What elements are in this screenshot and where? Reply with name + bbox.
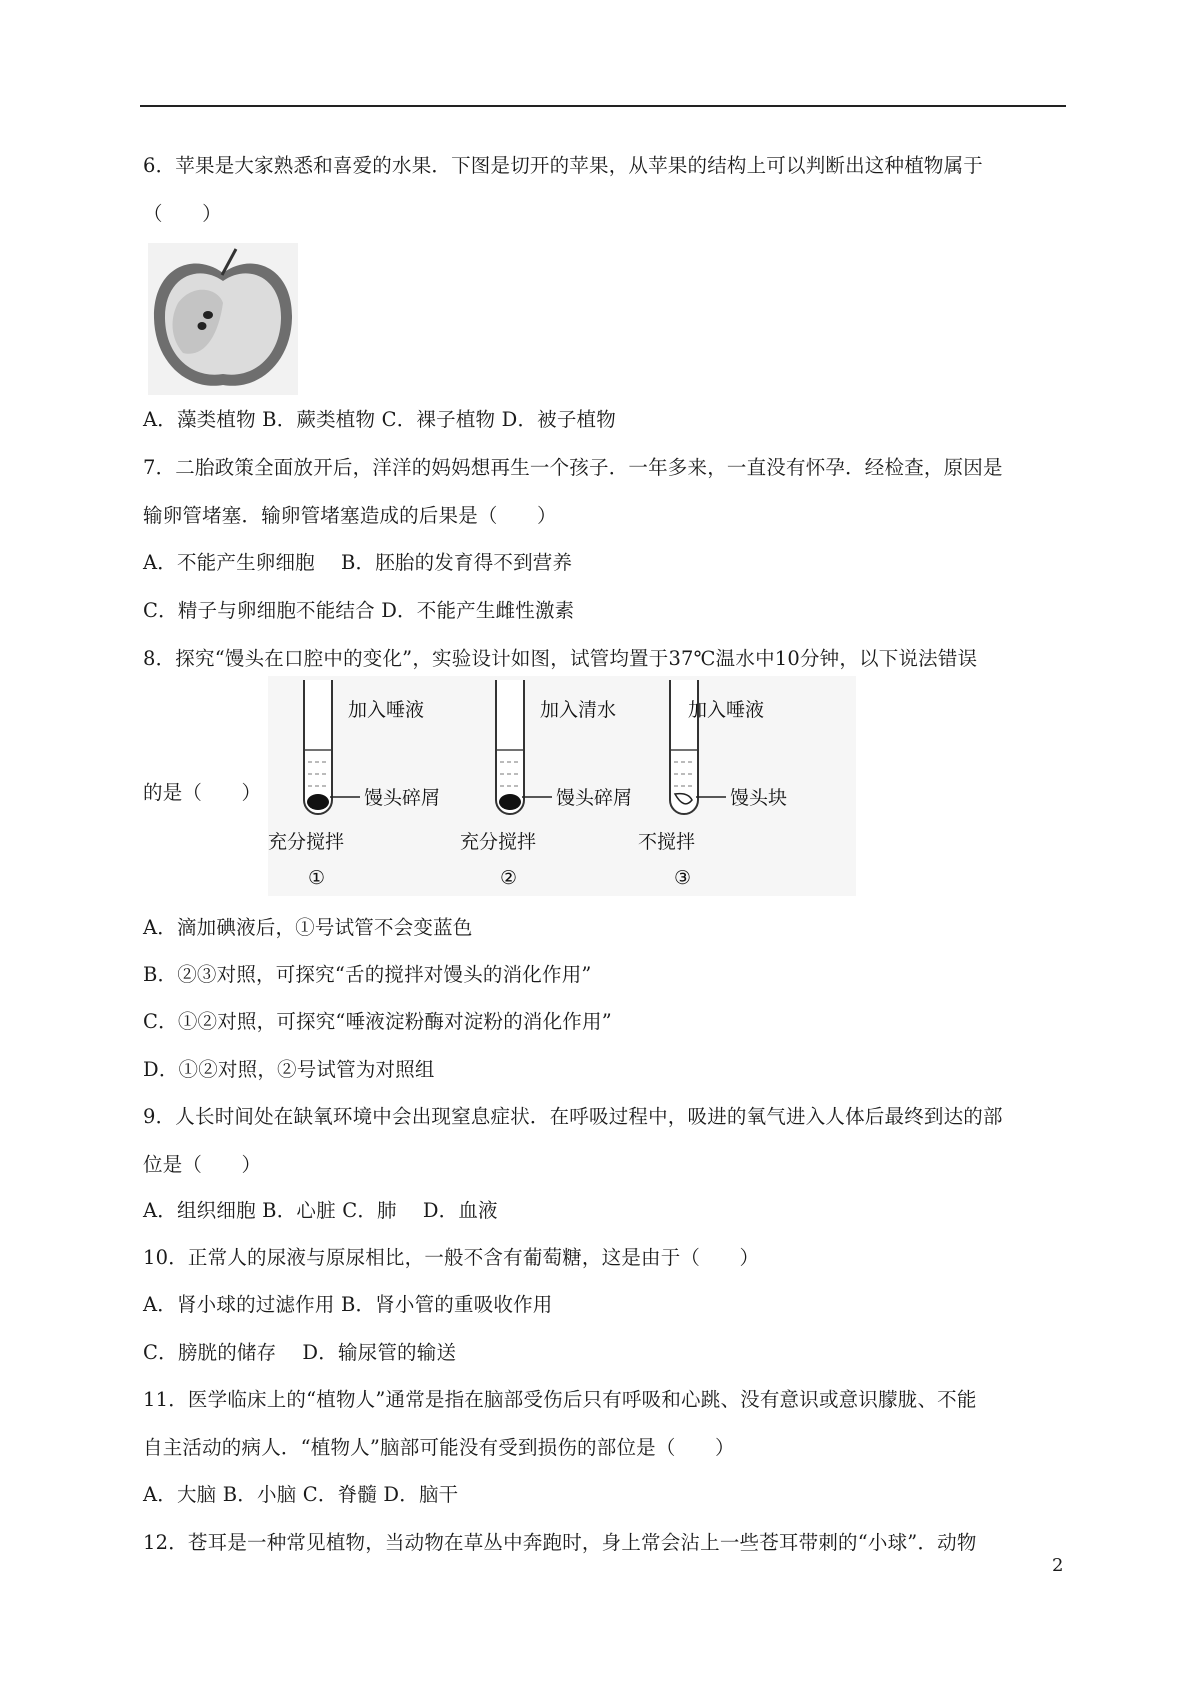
q8-option-d: D．①②对照，②号试管为对照组 [143, 1058, 435, 1081]
q6-stem-bracket: （ ） [143, 202, 222, 225]
q10-stem: 10．正常人的尿液与原尿相比，一般不含有葡萄糖，这是由于（ ） [143, 1246, 760, 1269]
tube1-bottom-label: 充分搅拌 [268, 831, 345, 853]
q8-stem: 8．探究“馒头在口腔中的变化”，实验设计如图，试管均置于37℃温水中10分钟，以下说法错误 [143, 647, 978, 670]
test-tube-experiment-figure [268, 676, 856, 896]
tube3-bottom-label: 不搅拌 [638, 831, 696, 853]
tube1-number: ① [308, 867, 326, 889]
q7-options-ab: A．不能产生卵细胞 B．胚胎的发育得不到营养 [143, 551, 573, 574]
tube3-number: ③ [674, 867, 692, 889]
tube3-top-label: 加入唾液 [688, 699, 765, 721]
q7-stem-2: 输卵管堵塞．输卵管堵塞造成的后果是（ ） [143, 504, 557, 527]
q7-options-cd: C．精子与卵细胞不能结合 D．不能产生雌性激素 [143, 599, 575, 622]
tube2-bottom-label: 充分搅拌 [460, 831, 537, 853]
q10-options-cd: C．膀胱的储存 D．输尿管的输送 [143, 1341, 457, 1364]
q8-option-c: C．①②对照，可探究“唾液淀粉酶对淀粉的消化作用” [143, 1010, 612, 1033]
q8-stem-2: 的是（ ） [143, 781, 262, 804]
tube2-side-label: 馒头碎屑 [556, 787, 633, 809]
q8-option-b: B．②③对照，可探究“舌的搅拌对馒头的消化作用” [143, 963, 592, 986]
tube2-top-label: 加入清水 [540, 699, 617, 721]
q8-option-a: A．滴加碘液后，①号试管不会变蓝色 [143, 916, 473, 939]
header-rule [140, 105, 1066, 107]
q11-stem: 11．医学临床上的“植物人”通常是指在脑部受伤后只有呼吸和心跳、没有意识或意识朦胧、不能 [143, 1388, 977, 1411]
q6-options: A．藻类植物 B．蕨类植物 C．裸子植物 D．被子植物 [143, 408, 616, 431]
page-number: 2 [1052, 1555, 1064, 1576]
q9-stem-2: 位是（ ） [143, 1153, 262, 1176]
q7-stem: 7．二胎政策全面放开后，洋洋的妈妈想再生一个孩子．一年多来，一直没有怀孕．经检查，原因是 [143, 456, 1003, 479]
q11-options: A．大脑 B．小脑 C．脊髓 D．脑干 [143, 1483, 459, 1506]
apple-cross-section-image [148, 243, 298, 395]
q9-stem: 9．人长时间处在缺氧环境中会出现窒息症状．在呼吸过程中，吸进的氧气进入人体后最终到达的部 [143, 1105, 1003, 1128]
q10-options-ab: A．肾小球的过滤作用 B．肾小管的重吸收作用 [143, 1293, 553, 1316]
q11-stem-2: 自主活动的病人．“植物人”脑部可能没有受到损伤的部位是（ ） [143, 1436, 735, 1459]
q12-stem: 12．苍耳是一种常见植物，当动物在草丛中奔跑时，身上常会沾上一些苍耳带刺的“小球”．动物 [143, 1531, 977, 1554]
tube1-top-label: 加入唾液 [348, 699, 425, 721]
q6-stem: 6．苹果是大家熟悉和喜爱的水果．下图是切开的苹果，从苹果的结构上可以判断出这种植物属于 [143, 154, 984, 177]
tube2-number: ② [500, 867, 518, 889]
tube1-side-label: 馒头碎屑 [364, 787, 441, 809]
tube3-side-label: 馒头块 [730, 787, 788, 809]
q9-options: A．组织细胞 B．心脏 C．肺 D．血液 [143, 1199, 498, 1222]
